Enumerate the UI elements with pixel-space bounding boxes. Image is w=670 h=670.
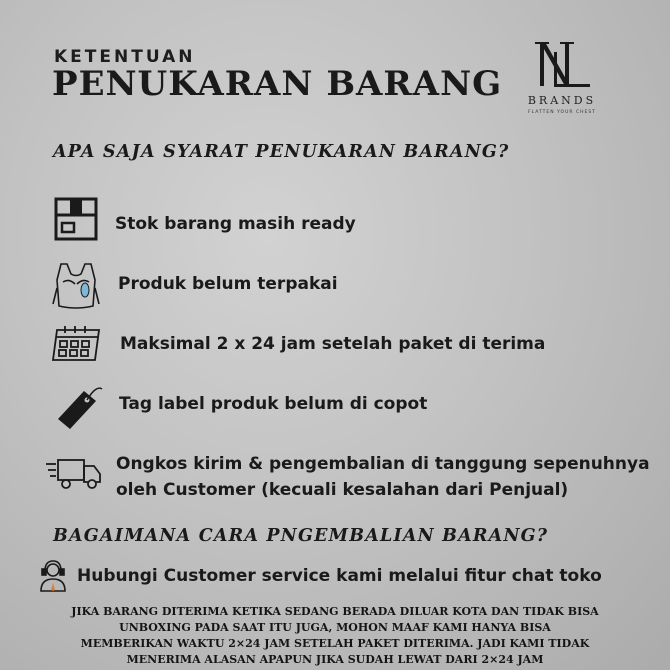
section-return-method-heading: BAGAIMANA CARA PNGEMBALIAN BARANG? [53, 526, 549, 546]
disclaimer-line-2: UNBOXING PADA SAAT ITU JUGA, MOHON MAAF KAMI HANYA BISA [119, 621, 551, 634]
disclaimer-line-1: JIKA BARANG DITERIMA KETIKA SEDANG BERADA DILUAR KOTA DAN TIDAK BISA [71, 605, 599, 618]
header-kicker: KETENTUAN [54, 47, 196, 67]
logo-tagline: FLATTEN YOUR CHEST [528, 110, 596, 115]
contact-customer-service: Hubungi Customer service kami melalui fitur chat toko [77, 566, 602, 586]
page-title: PENUKARAN BARANG [52, 64, 503, 104]
section-requirements-heading: APA SAJA SYARAT PENUKARAN BARANG? [53, 142, 510, 162]
requirement-max-2x24: Maksimal 2 x 24 jam setelah paket di terima [120, 334, 546, 354]
requirement-stock-ready: Stok barang masih ready [115, 214, 356, 234]
customer-service-icon [37, 559, 69, 593]
chest-binder-icon [51, 260, 101, 312]
requirement-shipping-cost-line1: Ongkos kirim & pengembalian di tanggung sepenuhnya [116, 454, 650, 474]
box-icon [54, 197, 98, 241]
requirement-unused: Produk belum terpakai [118, 274, 338, 294]
requirement-shipping-cost-line2: oleh Customer (kecuali kesalahan dari Penjual) [116, 480, 569, 500]
nl-monogram-icon [518, 38, 606, 94]
disclaimer-line-4: MENERIMA ALASAN APAPUN JIKA SUDAH LEWAT DARI 2×24 JAM [126, 653, 544, 666]
unboxing-disclaimer [30, 604, 640, 668]
brand-logo [518, 38, 614, 122]
disclaimer-line-3: MEMBERIKAN WAKTU 2×24 JAM SETELAH PAKET DITERIMA. JADI KAMI TIDAK [80, 637, 590, 650]
logo-brand-text: BRANDS [527, 94, 597, 107]
requirement-tag-intact: Tag label produk belum di copot [119, 394, 428, 414]
calendar-icon [51, 324, 103, 364]
price-tag-icon [54, 383, 104, 433]
delivery-truck-icon [44, 456, 102, 490]
